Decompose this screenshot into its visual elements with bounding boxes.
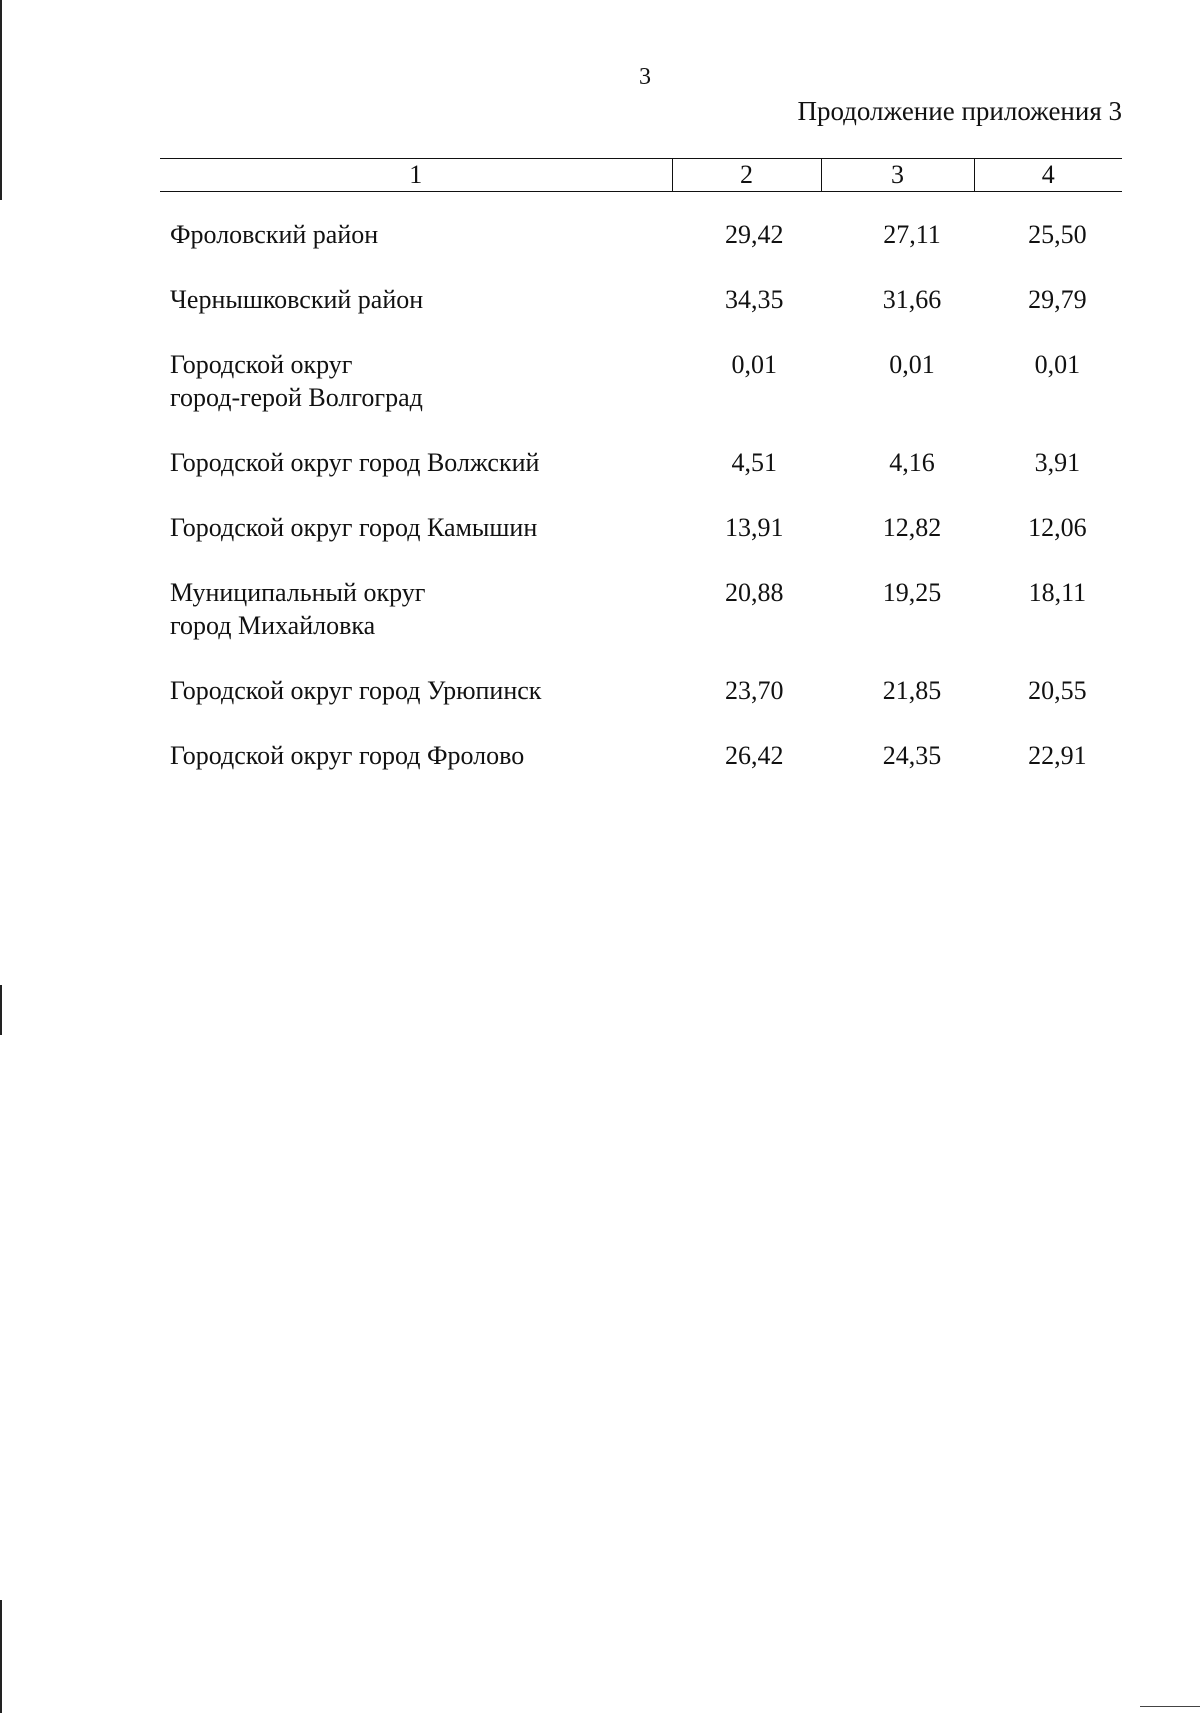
scan-left-edge-mark [0, 1600, 2, 1713]
value-col-2: 34,35 [724, 285, 784, 314]
table-row [170, 348, 1130, 414]
table-header [160, 158, 1122, 192]
value-col-4: 18,11 [1028, 578, 1087, 607]
table-body [170, 218, 1130, 804]
district-name: Муниципальный округ город Михайловка [170, 578, 426, 640]
value-col-4: 20,55 [1028, 676, 1087, 705]
value-col-3: 21,85 [882, 676, 942, 705]
value-col-3: 12,82 [882, 513, 942, 542]
scan-left-edge-mark [0, 0, 2, 200]
district-name: Городской округ город Урюпинск [170, 676, 542, 705]
table-row [170, 446, 1130, 479]
value-col-2: 4,51 [731, 448, 777, 477]
scan-bottom-edge-mark [1140, 1706, 1200, 1707]
district-name: Городской округ город Волжский [170, 448, 540, 477]
scan-left-edge-mark [0, 985, 2, 1035]
value-col-3: 19,25 [882, 578, 942, 607]
district-name: Городской округ город Фролово [170, 741, 525, 770]
value-col-2: 0,01 [731, 350, 777, 379]
value-col-3: 4,16 [889, 448, 935, 477]
table-row [170, 218, 1130, 251]
column-header-1: 1 [160, 159, 672, 192]
table-row [170, 674, 1130, 707]
value-col-4: 22,91 [1028, 741, 1087, 770]
value-col-3: 27,11 [883, 220, 941, 249]
value-col-4: 12,06 [1028, 513, 1087, 542]
district-name: Городской округ город Камышин [170, 513, 538, 542]
table-row [170, 283, 1130, 316]
table-row [170, 511, 1130, 544]
value-col-2: 13,91 [724, 513, 784, 542]
value-col-4: 29,79 [1028, 285, 1087, 314]
value-col-2: 29,42 [724, 220, 784, 249]
district-name: Фроловский район [170, 220, 379, 249]
value-col-4: 3,91 [1034, 448, 1081, 477]
table-row [170, 576, 1130, 642]
column-header-2: 2 [672, 159, 821, 192]
value-col-2: 26,42 [724, 741, 784, 770]
district-name: Чернышковский район [170, 285, 424, 314]
page-number: 3 [639, 64, 651, 90]
value-col-2: 23,70 [724, 676, 784, 705]
column-header-4: 4 [974, 159, 1122, 192]
appendix-caption: Продолжение приложения 3 [797, 96, 1122, 126]
table-row [170, 739, 1130, 772]
header-row [160, 159, 1122, 192]
value-col-3: 24,35 [882, 741, 942, 770]
value-col-4: 0,01 [1034, 350, 1081, 379]
column-header-3: 3 [821, 159, 974, 192]
district-name: Городской округ город-герой Волгоград [170, 350, 423, 412]
value-col-3: 0,01 [889, 350, 935, 379]
value-col-2: 20,88 [724, 578, 784, 607]
value-col-4: 25,50 [1028, 220, 1087, 249]
value-col-3: 31,66 [882, 285, 942, 314]
